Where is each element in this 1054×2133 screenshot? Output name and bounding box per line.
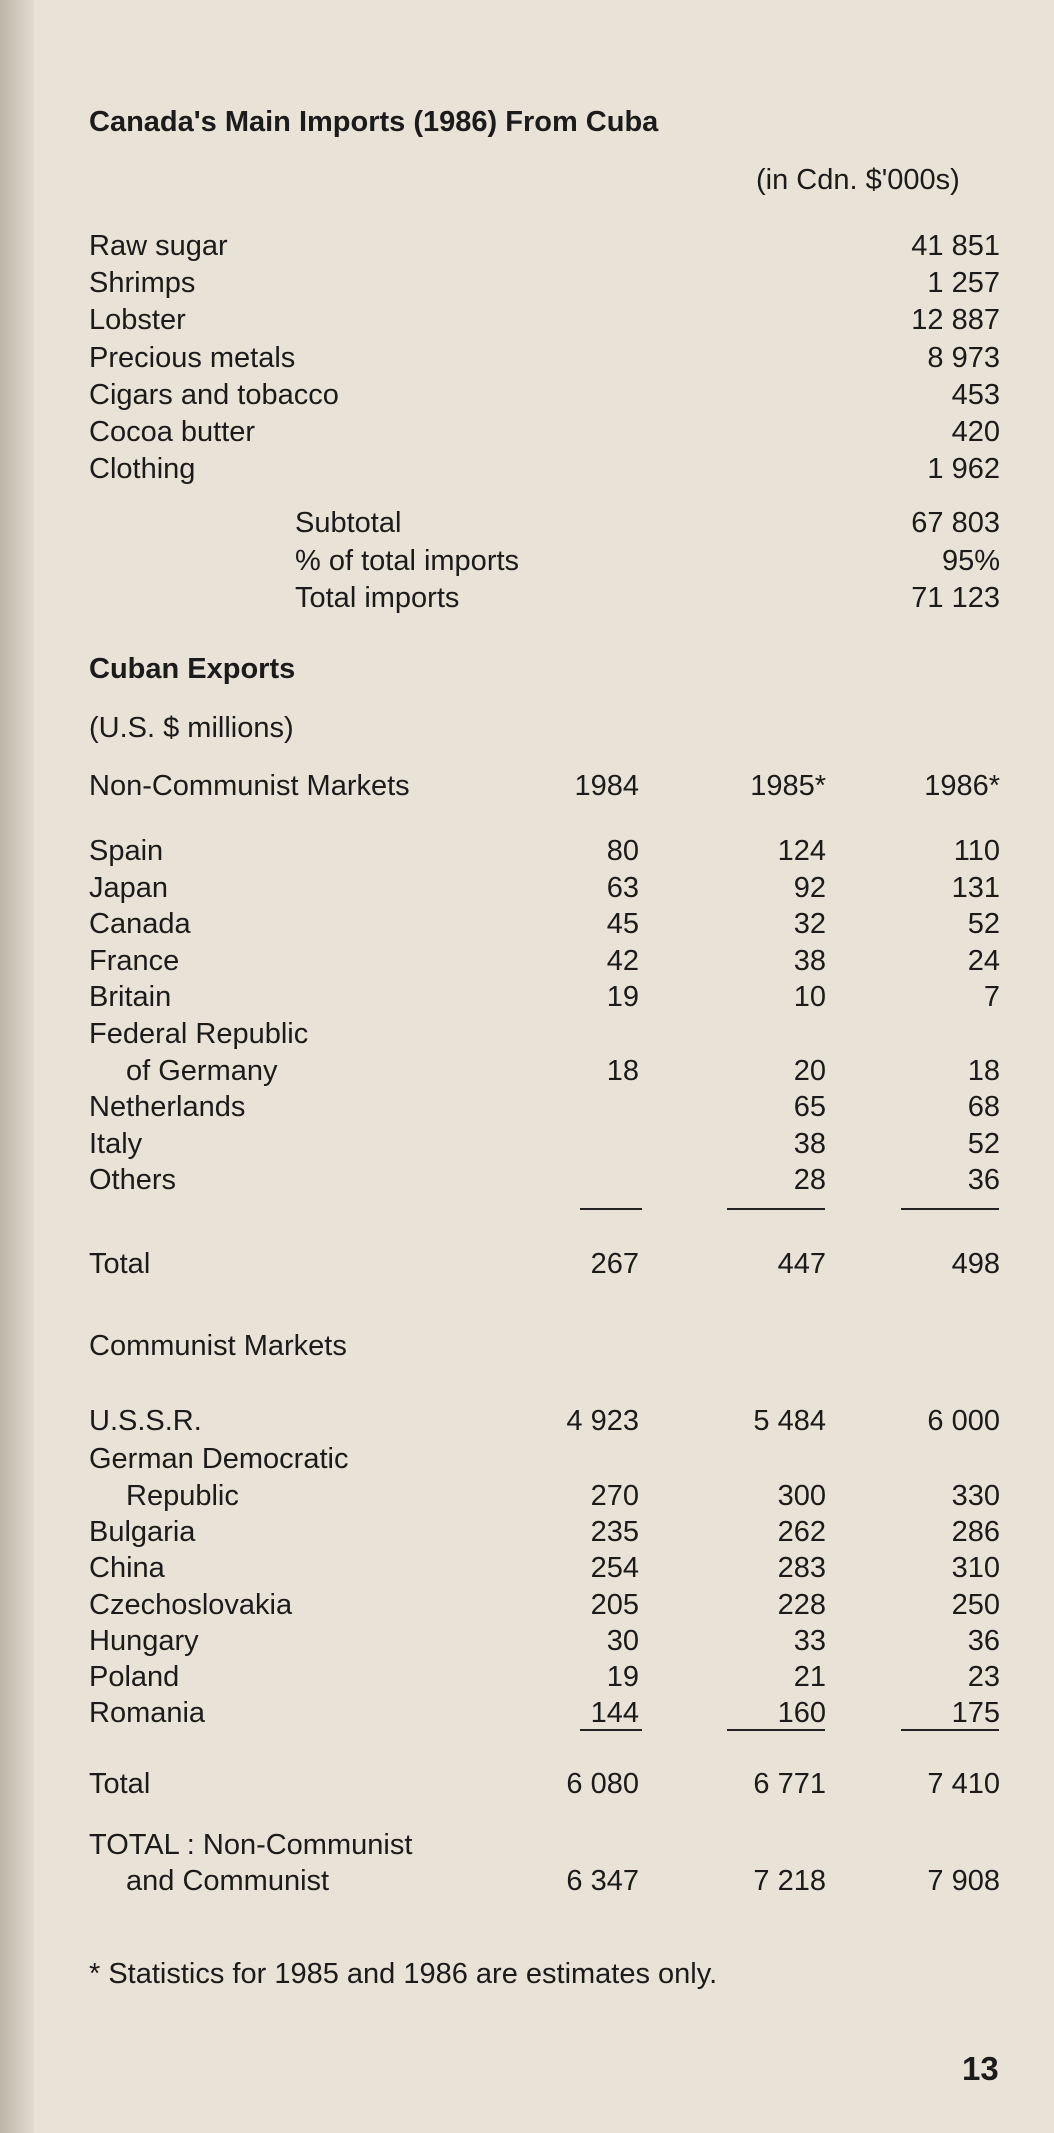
comm-row-label: Republic [126, 1479, 239, 1512]
noncomm-cell: 45 [606, 908, 639, 941]
comm-row-label: Romania [89, 1697, 206, 1730]
grand-total-label-2: and Communist [126, 1865, 330, 1897]
grand-total-value: 6 347 [566, 1865, 639, 1897]
comm-cell: 160 [777, 1697, 826, 1730]
noncomm-cell: 38 [793, 944, 826, 977]
import-summary-value: 71 123 [911, 582, 1000, 614]
import-summary-label: Subtotal [295, 507, 402, 539]
comm-cell: 254 [590, 1552, 639, 1585]
noncomm-row-label: Japan [89, 871, 169, 904]
comm-row-label: Poland [89, 1661, 180, 1694]
comm-cell: 5 484 [753, 1405, 826, 1437]
noncomm-cell: 38 [793, 1127, 826, 1160]
grand-total-value: 7 218 [753, 1865, 826, 1897]
noncomm-cell: 124 [777, 835, 826, 867]
import-summary-label: Total imports [295, 582, 460, 614]
noncomm-cell: 18 [606, 1054, 639, 1087]
total-rule [727, 1208, 825, 1210]
comm-total-label: Total [89, 1768, 151, 1800]
noncomm-cell: 24 [967, 944, 1000, 977]
import-summary-value: 95% [941, 544, 1000, 577]
noncomm-row-label: Federal Republic [89, 1018, 309, 1050]
noncomm-cell: 36 [967, 1164, 1000, 1197]
import-summary-value: 67 803 [911, 507, 1000, 539]
comm-row-label: U.S.S.R. [89, 1405, 202, 1437]
total-rule [901, 1729, 999, 1731]
import-item-label: Shrimps [89, 267, 196, 300]
noncomm-row-label: France [89, 944, 180, 977]
noncomm-cell: 10 [793, 981, 826, 1014]
comm-cell: 175 [951, 1697, 1000, 1730]
noncomm-row-label: of Germany [126, 1054, 278, 1087]
noncomm-cell: 28 [793, 1164, 826, 1197]
import-item-value: 1 962 [927, 453, 1000, 486]
noncomm-cell: 19 [606, 981, 639, 1014]
page-spine-shadow [0, 0, 34, 2133]
import-item-value: 1 257 [927, 267, 1000, 300]
comm-cell: 36 [967, 1624, 1000, 1657]
comm-cell: 330 [951, 1479, 1000, 1512]
noncomm-row-label: Italy [89, 1127, 143, 1160]
year-header: 1985* [750, 770, 826, 802]
comm-cell: 250 [951, 1588, 1000, 1621]
noncomm-total-value: 447 [777, 1248, 826, 1280]
imports-unit: (in Cdn. $'000s) [756, 164, 960, 196]
imports-heading: Canada's Main Imports (1986) From Cuba [89, 106, 659, 138]
noncomm-row-label: Spain [89, 835, 164, 867]
comm-cell: 144 [590, 1697, 639, 1730]
comm-cell: 283 [777, 1552, 826, 1585]
noncomm-cell: 52 [967, 908, 1000, 941]
noncomm-cell: 65 [793, 1091, 826, 1124]
noncomm-cell: 7 [983, 981, 1000, 1014]
import-item-label: Lobster [89, 304, 186, 337]
comm-row-label: China [89, 1552, 165, 1585]
year-header: 1986* [924, 770, 1000, 802]
comm-total-value: 7 410 [927, 1768, 1000, 1800]
comm-cell: 23 [967, 1661, 1000, 1694]
import-item-label: Cocoa butter [89, 416, 256, 448]
noncomm-cell: 20 [793, 1054, 826, 1087]
noncomm-cell: 92 [793, 871, 826, 904]
total-rule [580, 1208, 642, 1210]
noncomm-cell: 68 [967, 1091, 1000, 1124]
comm-cell: 33 [793, 1624, 826, 1657]
noncomm-row-label: Netherlands [89, 1091, 246, 1124]
comm-cell: 205 [590, 1588, 639, 1621]
exports-heading: Cuban Exports [89, 653, 296, 685]
noncomm-cell: 110 [953, 835, 1000, 867]
comm-cell: 286 [951, 1515, 1000, 1548]
noncomm-cell: 42 [606, 944, 639, 977]
noncomm-cell: 80 [606, 835, 639, 867]
noncomm-row-label: Britain [89, 981, 172, 1014]
import-item-label: Clothing [89, 453, 196, 486]
import-item-value: 8 973 [927, 341, 1000, 374]
noncomm-total-value: 267 [590, 1248, 639, 1280]
import-item-label: Precious metals [89, 341, 296, 374]
footnote: * Statistics for 1985 and 1986 are estimates only. [89, 1958, 718, 1990]
comm-total-value: 6 080 [566, 1768, 639, 1800]
grand-total-value: 7 908 [927, 1865, 1000, 1897]
noncomm-title: Non-Communist Markets [89, 770, 410, 802]
noncomm-row-label: Canada [89, 908, 191, 941]
comm-cell: 310 [951, 1552, 1000, 1585]
noncomm-cell: 52 [967, 1127, 1000, 1160]
comm-row-label: Bulgaria [89, 1515, 196, 1548]
comm-cell: 19 [606, 1661, 639, 1694]
comm-cell: 228 [777, 1588, 826, 1621]
grand-total-label-1: TOTAL : Non-Communist [89, 1829, 413, 1861]
import-item-value: 12 887 [911, 304, 1000, 337]
comm-row-label: Czechoslovakia [89, 1588, 293, 1621]
import-item-value: 420 [951, 416, 1000, 448]
exports-unit: (U.S. $ millions) [89, 712, 294, 744]
comm-cell: 270 [590, 1479, 639, 1512]
import-item-label: Cigars and tobacco [89, 378, 339, 411]
noncomm-cell: 32 [793, 908, 826, 941]
import-summary-label: % of total imports [295, 544, 520, 577]
comm-title: Communist Markets [89, 1330, 347, 1362]
total-rule [901, 1208, 999, 1210]
comm-total-value: 6 771 [753, 1768, 826, 1800]
noncomm-cell: 63 [606, 871, 639, 904]
noncomm-total-label: Total [89, 1248, 151, 1280]
year-header: 1984 [574, 770, 639, 802]
comm-cell: 235 [590, 1515, 639, 1548]
comm-cell: 300 [777, 1479, 826, 1512]
total-rule [727, 1729, 825, 1731]
page-number: 13 [962, 2050, 999, 2087]
comm-row-label: Hungary [89, 1624, 199, 1657]
comm-row-label: German Democratic [89, 1443, 349, 1476]
comm-cell: 4 923 [566, 1405, 639, 1437]
comm-cell: 6 000 [927, 1405, 1000, 1437]
noncomm-row-label: Others [89, 1164, 177, 1197]
noncomm-total-value: 498 [951, 1248, 1000, 1280]
comm-cell: 21 [793, 1661, 826, 1694]
noncomm-cell: 18 [967, 1054, 1000, 1087]
total-rule [580, 1729, 642, 1731]
comm-cell: 262 [777, 1515, 826, 1548]
import-item-value: 41 851 [911, 230, 1000, 262]
noncomm-cell: 131 [951, 871, 1000, 904]
comm-cell: 30 [606, 1624, 639, 1657]
import-item-value: 453 [951, 378, 1000, 411]
import-item-label: Raw sugar [89, 230, 228, 262]
